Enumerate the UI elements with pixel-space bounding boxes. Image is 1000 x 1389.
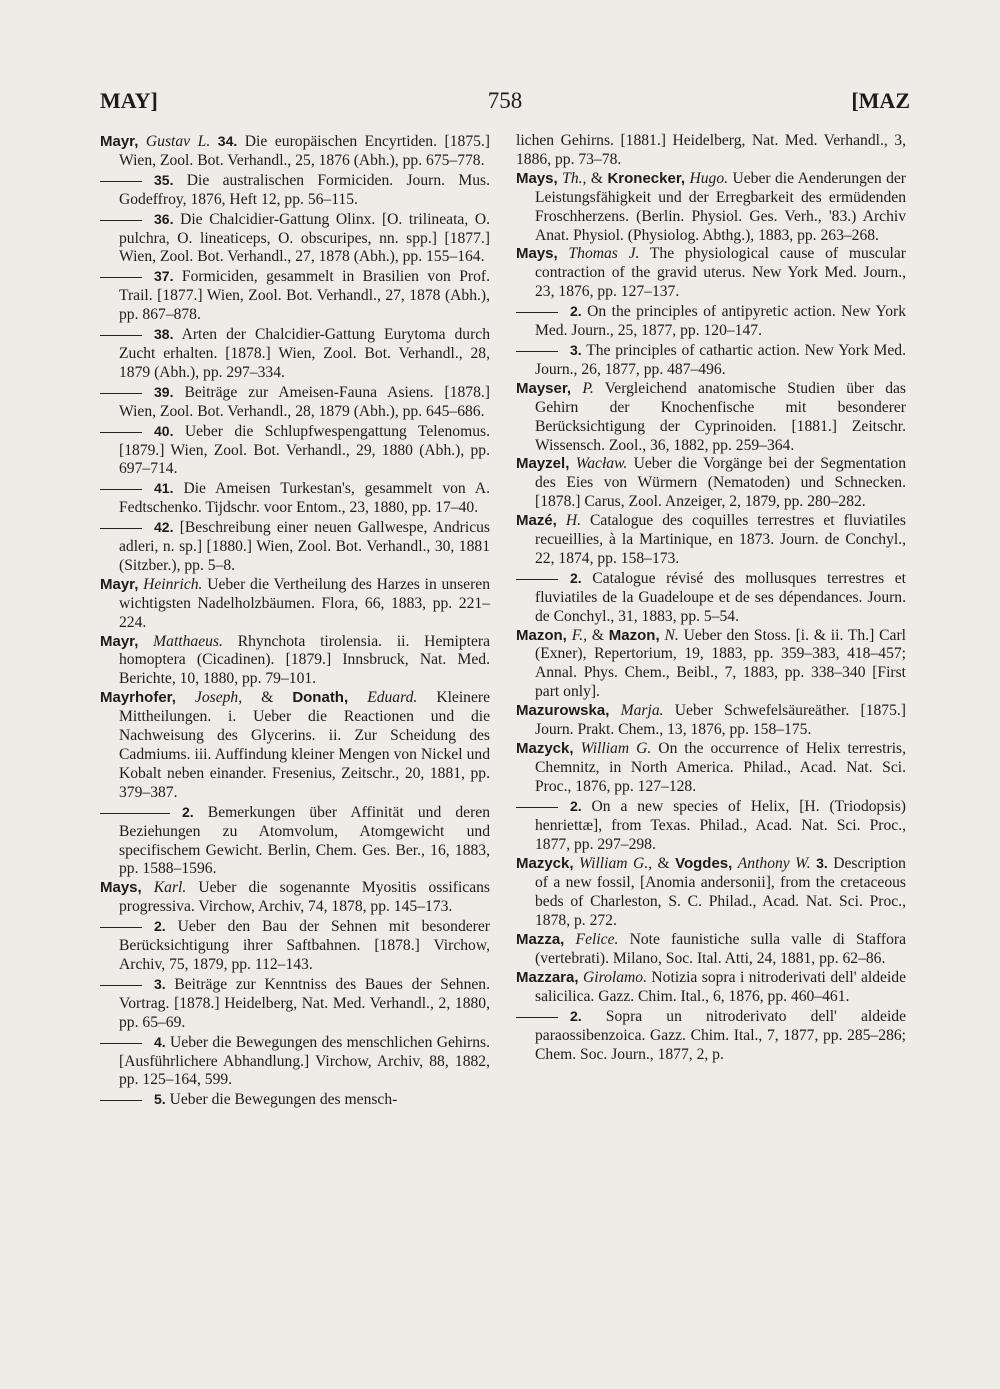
ditto-dash — [100, 1043, 142, 1044]
entry-number: 3. — [816, 855, 828, 872]
bibliography-entry — [100, 171, 490, 210]
author-forename: Marja. — [620, 702, 664, 720]
entry-text: On a new species of Helix, [H. (Triodopsis) henriettæ], from Texas. Philad., Acad. Nat. Sci. Proc., 1877, pp. 297–298. — [535, 797, 906, 853]
ditto-dash — [100, 813, 170, 814]
author-surname: Mays, — [516, 169, 558, 187]
author-forename: P. — [582, 379, 594, 397]
entry-number: 35. — [154, 171, 174, 188]
entry-number: 3. — [154, 975, 166, 992]
author-surname: Mayr, — [100, 632, 139, 650]
bibliography-entry — [100, 267, 490, 325]
coauthor-surname: Vogdes, — [675, 855, 733, 873]
ditto-dash — [100, 181, 142, 182]
author-surname: Mazza, — [516, 931, 565, 949]
entry-text: Kleinere Mittheilungen. i. Ueber die Reactionen und die Nachweisung des Glycerins. ii. Zur Scheidung des Cadmiums. iii. Auffindung kleiner Mengen von Nickel und Kobalt neben einander. Fresenius, Zeitschr., 20, 1881, pp. 379–387. — [119, 689, 491, 801]
bibliography-entry — [100, 422, 490, 480]
ditto-dash — [516, 807, 558, 808]
entry-text: Formiciden, gesammelt in Brasilien von Prof. Trail. [1877.] Wien, Zool. Bot. Verhandl., 27, 1878 (Abh.), pp. 867–878. — [119, 268, 490, 324]
author-forename: William G., — [579, 855, 653, 873]
entry-text: Ueber die Aenderungen der Leistungsfähigkeit und der Erregbarkeit des ermüdenden Froschherzens. (Berlin. Physiol. Ges. Verh., '83.) Archiv Anat. Physiol. (Physiolog. Abthg.), 1883, pp. 263–268. — [535, 169, 906, 244]
bibliography-entry — [100, 383, 490, 422]
ditto-dash — [100, 528, 142, 529]
bibliography-entry — [100, 210, 490, 268]
ditto-dash — [100, 985, 142, 986]
bibliography-entry — [100, 633, 490, 690]
entry-text: Beiträge zur Ameisen-Fauna Asiens. [1878.] Wien, Zool. Bot. Verhandl., 28, 1879 (Abh.), pp. 645–686. — [119, 383, 490, 420]
entry-text: Vergleichend anatomische Studien über das Gehirn der Knochenfische mit besonderer Berücksichtigung der Cyprinoiden. [1881.] Zeitschr. Wissensch. Zool., 36, 1882, pp. 259–364. — [535, 379, 906, 454]
bibliography-entry — [516, 512, 906, 569]
bibliography-entry — [516, 380, 906, 456]
entry-number: 36. — [154, 210, 174, 227]
entry-text: Ueber die Schlupfwespengattung Telenomus. [1879.] Wien, Zool. Bot. Verhandl., 29, 1880 (Abh.), pp. 697–714. — [119, 422, 490, 478]
entry-text: Die australischen Formiciden. Journ. Mus. Godeffroy, 1876, Heft 12, pp. 56–115. — [119, 171, 490, 208]
author-forename: H. — [565, 512, 582, 530]
coauthor-forename: Eduard. — [367, 689, 418, 707]
entry-number: 34. — [217, 133, 238, 149]
author-surname: Mazyck, — [516, 855, 574, 873]
bibliography-entry — [516, 931, 906, 969]
author-surname: Mayr, — [100, 133, 139, 150]
author-surname: Mazon, — [516, 626, 567, 644]
bibliography-entry — [100, 576, 490, 633]
entry-number: 41. — [154, 480, 174, 497]
entry-text: Catalogue des coquilles terrestres et fluviatiles recueillies, à la Martinique, en 1873. Journ. de Conchyl., 22, 1874, pp. 158–173. — [535, 512, 906, 567]
coauthor-surname: Donath, — [292, 689, 349, 707]
running-header — [100, 88, 910, 122]
coauthor-forename: N. — [664, 626, 679, 644]
ditto-dash — [100, 432, 142, 433]
right-column — [516, 132, 906, 1064]
ditto-dash — [100, 220, 142, 221]
entry-text: [Beschreibung einer neuen Gallwespe, Andricus adleri, n. sp.] [1880.] Wien, Zool. Bot. Verhandl., 30, 1881 (Sitzber.), pp. 5–8. — [119, 519, 490, 574]
ditto-dash — [516, 312, 558, 313]
coauthor-surname: Kronecker, — [607, 169, 686, 187]
coauthor-forename: Anthony W. — [737, 855, 811, 873]
author-surname: Mazzara, — [516, 968, 579, 986]
entry-text: Ueber den Bau der Sehnen mit besonderer Berücksichtigung ihrer Saftbahnen. [1878.] Virchow, Archiv, 75, 1879, pp. 112–143. — [119, 918, 490, 973]
entry-text: Catalogue révisé des mollusques terrestres et fluviatiles de la Guadeloupe et de ses dépendances. Journ. de Conchyl., 31, 1883, pp. 5–54. — [535, 569, 906, 625]
entry-text: lichen Gehirns. [1881.] Heidelberg, Nat. Med. Verhandl., 3, 1886, pp. 73–78. — [516, 132, 906, 168]
bibliography-entry — [100, 518, 490, 576]
entry-number: 39. — [154, 383, 174, 400]
author-surname: Mayr, — [100, 575, 139, 593]
author-surname: Mayzel, — [516, 455, 570, 473]
author-surname: Mazurowska, — [516, 702, 610, 720]
author-surname: Mazyck, — [516, 740, 574, 757]
author-surname: Mays, — [100, 879, 142, 897]
ditto-dash — [516, 1017, 558, 1018]
entry-number: 38. — [154, 326, 174, 343]
entry-text: Die europäischen Encyrtiden. [1875.] Wien, Zool. Bot. Verhandl., 25, 1876 (Abh.), pp. 675–778. — [119, 133, 491, 169]
entry-number: 2. — [570, 303, 582, 320]
entry-text: Beiträge zur Kenntniss des Baues der Sehnen. Vortrag. [1878.] Heidelberg, Nat. Med. Verhandl., 2, 1880, pp. 65–69. — [119, 975, 490, 1031]
entry-text: Note faunistiche sulla valle di Staffora (vertebrati). Milano, Soc. Ital. Atti, 24, 1881, pp. 62–86. — [535, 931, 906, 967]
bibliography-entry — [100, 1033, 490, 1091]
bibliography-entry — [100, 975, 490, 1033]
bibliography-entry: Mays, Th., & Kronecker, Hugo. Ueber die Aenderungen der Leistungsfähigkeit und der Erregbarkeit des ermüdenden Froschherzens. (Berlin. Physiol. Ges. Verh., '83.) Archiv Anat. Physiol. (Physiolog. Abthg.), 1883, pp. 263–268. — [516, 169, 906, 244]
author-forename: Thomas J. — [568, 245, 640, 263]
ditto-dash — [100, 489, 142, 490]
bibliography-entry — [516, 797, 906, 855]
entry-text: Bemerkungen über Affinität und deren Beziehungen zu Atomvolum, Atomgewicht und specifischem Gewicht. Berlin, Chem. Ges. Ber., 16, 1883, pp. 1588–1596. — [119, 803, 490, 878]
entry-number: 5. — [154, 1091, 166, 1108]
entry-text: On the principles of antipyretic action. New York Med. Journ., 25, 1877, pp. 120–147. — [535, 303, 906, 340]
bibliography-entry — [516, 302, 906, 341]
ditto-dash — [516, 351, 558, 352]
ditto-dash — [100, 1100, 142, 1101]
author-surname: Mazé, — [516, 512, 557, 530]
author-surname: Mayser, — [516, 379, 572, 397]
author-forename: Karl. — [153, 879, 187, 897]
entry-number: 42. — [154, 519, 174, 536]
author-forename: Heinrich. — [143, 575, 203, 593]
bibliography-entry — [100, 325, 490, 383]
entry-text: Description of a new fossil, [Anomia andersonii], from the cretaceous beds of Charleston, S. C. Philad., Acad. Nat. Sci. Proc., 1878, p. 272. — [535, 855, 906, 930]
entry-number: 3. — [570, 341, 582, 358]
author-forename: Felice. — [575, 931, 619, 949]
author-forename: Gustav L. — [145, 133, 211, 150]
author-forename: Girolamo. — [583, 968, 647, 986]
coauthor-forename: Hugo. — [689, 169, 729, 187]
bibliography-entry — [100, 1090, 490, 1110]
bibliography-entry: Mayrhofer, Joseph, & Donath, Eduard. Kleinere Mittheilungen. i. Ueber die Reactionen und die Nachweisung des Glycerins. ii. Zur Scheidung des Cadmiums. iii. Auffindung kleiner Mengen von Nickel und Kobalt neben einander. Fresenius, Zeitschr., 20, 1881, pp. 379–387. — [100, 689, 491, 801]
bibliography-entry — [100, 479, 490, 518]
ditto-dash — [100, 927, 142, 928]
bibliography-entry — [516, 969, 906, 1007]
author-forename: Wacław. — [575, 455, 628, 473]
entry-number: 2. — [182, 803, 194, 820]
entry-text: Ueber die Vertheilung des Harzes in unseren wichtigsten Nadelholzbäumen. Flora, 66, 1883, pp. 221–224. — [119, 575, 490, 631]
entry-text: Ueber die Vorgänge bei der Segmentation des Eies von Würmern (Nematoden) und Schnecken. [1878.] Carus, Zool. Anzeiger, 2, 1879, pp. 280–282. — [535, 455, 907, 511]
entry-text: Ueber den Stoss. [i. & ii. Th.] Carl (Exner), Repertorium, 19, 1883, pp. 359–383, 418–457; Annal. Phys. Chem., Beibl., 7, 1883, pp. 338–340 [First part only]. — [535, 626, 906, 701]
entry-number: 40. — [154, 422, 174, 439]
author-surname: Mayrhofer, — [100, 689, 176, 707]
entry-number: 4. — [154, 1033, 166, 1050]
entry-text: Ueber die Bewegungen des mensch- — [165, 1091, 398, 1109]
entry-text: Ueber die Bewegungen des menschlichen Gehirns. [Ausführlichere Abhandlung.] Virchow, Archiv, 88, 1882, pp. 125–164, 599. — [119, 1033, 490, 1089]
entry-text: On the occurrence of Helix terrestris, Chemnitz, in North America. Philad., Acad. Nat. Sci. Proc., 1876, pp. 127–128. — [535, 740, 906, 795]
author-forename: F., — [571, 626, 587, 644]
author-forename: Matthaeus. — [153, 632, 223, 650]
entry-text: Ueber Schwefelsäureäther. [1875.] Journ. Prakt. Chem., 13, 1876, pp. 158–175. — [535, 702, 906, 739]
bibliography-entry — [516, 740, 906, 797]
bibliography-entry — [516, 455, 906, 512]
entry-text: The principles of cathartic action. New York Med. Journ., 26, 1877, pp. 487–496. — [535, 341, 906, 378]
bibliography-entry: Mazyck, William G., & Vogdes, Anthony W. 3. Description of a new fossil, [Anomia andersonii], from the cretaceous beds of Charleston, S. C. Philad., Acad. Nat. Sci. Proc., 1878, p. 272. — [516, 855, 906, 930]
bibliography-entry — [516, 132, 906, 170]
bibliography-entry — [100, 879, 490, 917]
header-left-range: MAY] — [100, 88, 158, 113]
ditto-dash — [516, 579, 558, 580]
bibliography-entry — [100, 917, 490, 975]
author-forename: Joseph, — [194, 689, 243, 707]
ditto-dash — [100, 335, 142, 336]
entry-text: The physiological cause of muscular contraction of the gravid uterus. New York Med. Journ., 23, 1876, pp. 127–137. — [535, 245, 906, 301]
entry-number: 2. — [154, 918, 166, 935]
entry-text: Rhynchota tirolensia. ii. Hemiptera homoptera (Cicadinen). [1879.] Innsbruck, Nat. Med. Berichte, 10, 1880, pp. 79–101. — [119, 632, 490, 688]
author-surname: Mays, — [516, 245, 558, 263]
bibliography-entry — [100, 803, 490, 880]
ditto-dash — [100, 277, 142, 278]
entry-number: 2. — [570, 797, 582, 814]
author-forename: Th., — [562, 169, 587, 187]
entry-number: 37. — [154, 268, 174, 285]
entry-number: 2. — [570, 569, 582, 586]
entry-text: Ueber die sogenannte Myositis ossificans progressiva. Virchow, Archiv, 74, 1878, pp. 145–173. — [119, 879, 490, 916]
header-right-range: [MAZ — [851, 88, 910, 113]
bibliography-entry — [516, 702, 906, 740]
entry-text: Sopra un nitroderivato dell' aldeide paraossibenzoica. Gazz. Chim. Ital., 7, 1877, pp. 285–286; Chem. Soc. Journ., 1877, 2, p. — [535, 1007, 906, 1063]
bibliography-entry: Mazon, F., & Mazon, N. Ueber den Stoss. [i. & ii. Th.] Carl (Exner), Repertorium, 19, 1883, pp. 359–383, 418–457; Annal. Phys. Chem., Beibl., 7, 1883, pp. 338–340 [First part only]. — [516, 626, 906, 701]
entry-number: 2. — [570, 1007, 582, 1024]
coauthor-surname: Mazon, — [608, 626, 660, 644]
bibliography-entry — [100, 132, 490, 171]
bibliography-entry — [516, 569, 906, 627]
entry-text: Notizia sopra i nitroderivati dell' aldeide salicilica. Gazz. Chim. Ital., 6, 1876, pp. 460–461. — [535, 968, 906, 1005]
page-number: 758 — [487, 88, 523, 113]
bibliography-entry — [516, 245, 906, 302]
bibliography-entry — [516, 341, 906, 380]
entry-text: Die Chalcidier-Gattung Olinx. [O. trilineata, O. pulchra, O. lineaticeps, O. obscuripes, nn. spp.] [1877.] Wien, Zool. Bot. Verhandl., 27, 1878 (Abh.), pp. 155–164. — [119, 210, 490, 266]
bibliography-entry — [516, 1007, 906, 1065]
left-column — [100, 132, 490, 1110]
author-forename: William G. — [580, 740, 652, 757]
entry-text: Arten der Chalcidier-Gattung Eurytoma durch Zucht erhalten. [1878.] Wien, Zool. Bot. Verhandl., 28, 1879 (Abh.), pp. 297–334. — [119, 326, 490, 381]
entry-text: Die Ameisen Turkestan's, gesammelt von A. Fedtschenko. Tijdschr. voor Entom., 23, 1880, pp. 17–40. — [119, 480, 490, 517]
ditto-dash — [100, 393, 142, 394]
